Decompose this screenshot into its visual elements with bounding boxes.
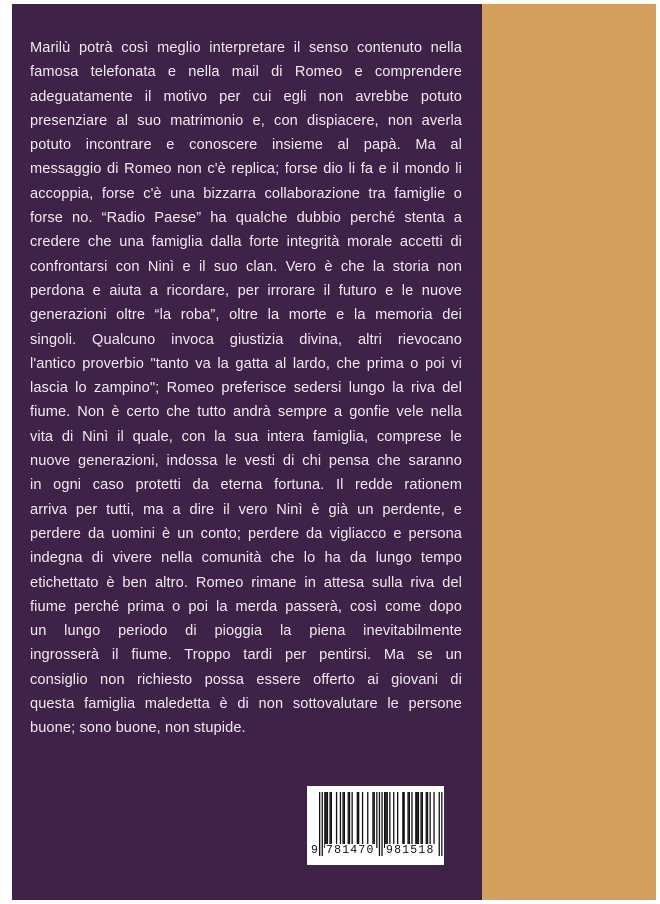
isbn-prefix-digit: 9 (311, 844, 318, 857)
blurb-line: indegna di vivere nella comunità che lo ha da lungo tempo (30, 550, 462, 567)
blurb-line: questa famiglia maledetta è di non sottovalutare le persone (30, 696, 462, 713)
barcode-bar (367, 792, 368, 848)
isbn-left-group: 781470 (326, 844, 375, 857)
blurb-line: l'antico proverbio "tanto va la gatta al lardo, che prima o poi vi (30, 355, 462, 372)
barcode-bar (326, 792, 327, 848)
barcode-bar (397, 792, 398, 848)
barcode-bar (329, 792, 330, 848)
blurb-line: perdona e aiuta a ricordare, per irrorare il futuro e le nuove (30, 282, 462, 299)
blurb-line: accoppia, forse c'è una bizzarra collaborazione tra famiglie o (30, 185, 462, 202)
blurb-line: adeguatamente il motivo per cui egli non avrebbe potuto (30, 88, 462, 105)
blurb-line: un lungo periodo di pioggia la piena inevitabilmente (30, 623, 462, 640)
barcode-bar (422, 792, 423, 848)
barcode-bar (393, 792, 394, 848)
barcode-bar (342, 792, 343, 848)
barcode-bar (331, 792, 332, 848)
barcode-bar (433, 792, 434, 848)
barcode-bar (409, 792, 410, 848)
barcode-bar (420, 792, 421, 848)
barcode-bar (340, 792, 341, 848)
barcode-bar (348, 792, 349, 848)
barcode-bar (374, 792, 375, 848)
blurb-line: singoli. Qualcuno invoca giustizia divina, altri rievocano (30, 331, 462, 348)
barcode-bar (417, 792, 418, 848)
blurb-line: buone; sono buone, non stupide. (30, 720, 246, 737)
barcode-bar (404, 792, 405, 848)
blurb-line: perdere da uomini è un conto; perdere da vigliacco e persona (30, 525, 462, 542)
isbn-barcode (307, 786, 444, 865)
blurb-line: nuove generazioni, indossa le vesti di chi pensa che saranno (30, 453, 462, 470)
barcode-bar (327, 792, 328, 848)
blurb-line: fiume perché prima o poi la merda passerà, così come dopo (30, 598, 462, 615)
blurb-line: in ogni caso protetti da eterna fortuna. Il redde rationem (30, 477, 462, 494)
blurb-line: ingrosserà il fiume. Troppo tardi per pentirsi. Ma se un (30, 647, 462, 664)
blurb-line: vita di Ninì il quale, con la sua intera famiglia, comprese le (30, 428, 462, 445)
barcode-bar (389, 792, 390, 848)
barcode-bar (358, 792, 359, 848)
barcode-bar (372, 792, 373, 848)
isbn-number (307, 844, 444, 862)
blurb-line: fiume. Non è certo che tutto andrà sempre a gonfie vele nella (30, 404, 462, 421)
barcode-bar (430, 792, 431, 848)
barcode-bar (385, 792, 386, 848)
barcode-bar (324, 792, 325, 848)
blurb-line: credere che una famiglia dalla forte integrità morale accetti di (30, 234, 462, 251)
blurb-line: etichettato è ben altro. Romeo rimane in attesa sulla riva del (30, 574, 462, 591)
barcode-bar (407, 792, 408, 848)
barcode-bar (352, 792, 353, 848)
barcode-bar (357, 792, 358, 848)
barcode-bar (387, 792, 388, 848)
blurb-line: confrontarsi con Ninì e il suo clan. Vero è che la storia non (30, 258, 462, 275)
barcode-bar (362, 792, 363, 848)
barcode-bar (349, 792, 350, 848)
blurb-line: messaggio di Romeo non c'è replica; forse dio li fa e il mondo li (30, 161, 462, 178)
barcode-bar (402, 792, 403, 848)
barcode-bar (426, 792, 427, 848)
blurb-line: generazioni oltre “la roba”, oltre la morte e la memoria dei (30, 307, 462, 324)
blurb-line: arriva per tutti, ma a dire il vero Ninì è già un perdente, e (30, 501, 462, 518)
barcode-bar (336, 792, 337, 848)
blurb-line: famosa telefonata e nella mail di Romeo e comprendere (30, 64, 462, 81)
isbn-right-group: 981518 (386, 844, 435, 857)
blurb-line: forse no. “Radio Paese” ha qualche dubbio perché stenta a (30, 210, 462, 227)
barcode-bar (411, 792, 412, 848)
blurb-line: consiglio non richiesto possa essere offerto ai giovani di (30, 671, 462, 688)
blurb-line: potuto incontrare e conoscere insieme al papà. Ma al (30, 137, 462, 154)
blurb-line: Marilù potrà così meglio interpretare il senso contenuto nella (30, 40, 462, 56)
barcode-bar (376, 792, 377, 848)
barcode-bar (418, 792, 419, 848)
blurb-line: lascia lo zampino"; Romeo preferisce sedersi lungo la riva del (30, 380, 462, 397)
barcode-bar (415, 792, 416, 848)
barcode-bar (344, 792, 345, 848)
blurb-line: presenziare al suo matrimonio e, con dispiacere, non averla (30, 112, 462, 129)
back-cover-blurb (30, 36, 462, 741)
spine-panel (482, 4, 656, 900)
barcode-bar (384, 792, 385, 848)
barcode-bar (427, 792, 428, 848)
